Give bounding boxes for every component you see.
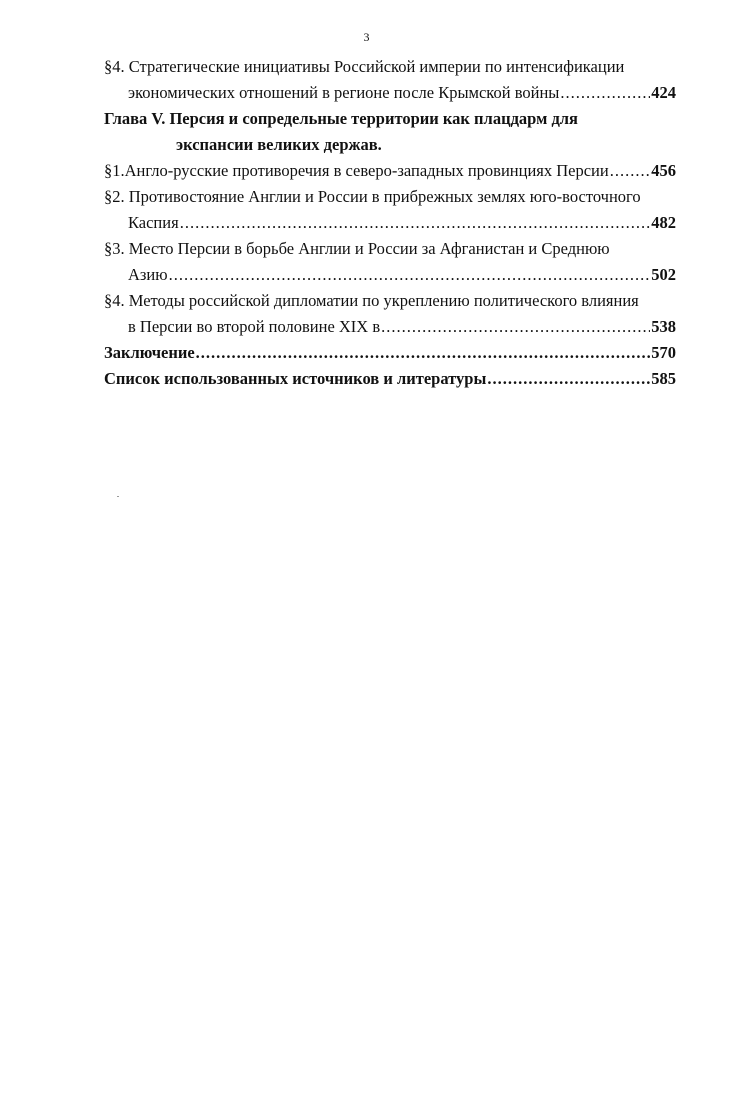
toc-entry-text: Азию: [128, 265, 168, 284]
toc-entry-ch4-sec4-line2: [104, 80, 676, 106]
toc-entry-text: §1.Англо-русские противоречия в северо-западных провинциях Персии: [104, 161, 609, 180]
toc-page-number: 456: [651, 161, 676, 180]
toc-chapter-5-line2: [104, 132, 676, 158]
dot-leader: [169, 262, 651, 288]
dot-leader: [196, 340, 651, 366]
toc-page-number: 570: [651, 343, 676, 362]
page-number: 3: [363, 30, 370, 44]
chapter-title: Глава V. Персия и сопредельные территории как плацдарм для: [104, 109, 578, 128]
toc-entry-text: Заключение: [104, 343, 195, 362]
toc-page-number: 482: [651, 213, 676, 232]
dot-leader: [560, 80, 650, 106]
toc-entry-text: §4. Стратегические инициативы Российской империи по интенсификации: [104, 57, 625, 76]
dot-leader: [381, 314, 650, 340]
toc-entry-sec1: [104, 158, 676, 184]
table-of-contents: [104, 54, 676, 392]
toc-entry-sources: [104, 366, 676, 392]
toc-entry-sec2-line2: [104, 210, 676, 236]
dot-leader: [180, 210, 651, 236]
dot-leader: [487, 366, 650, 392]
dot-leader: [610, 158, 651, 184]
toc-entry-text: §4. Методы российской дипломатии по укреплению политического влияния: [104, 291, 639, 310]
toc-page-number: 424: [651, 83, 676, 102]
chapter-title: экспансии великих держав.: [176, 135, 382, 154]
scan-speck: [117, 496, 119, 497]
toc-entry-text: в Персии во второй половине XIX в: [128, 317, 381, 336]
toc-entry-sec4-line1: [104, 288, 676, 314]
toc-entry-text: Каспия: [128, 213, 179, 232]
toc-page-number: 585: [651, 369, 676, 388]
toc-entry-text: Список использованных источников и литературы: [104, 369, 487, 388]
toc-entry-sec2-line1: [104, 184, 676, 210]
toc-page-number: 538: [651, 317, 676, 336]
toc-page-number: 502: [651, 265, 676, 284]
toc-entry-text: экономических отношений в регионе после Крымской войны: [128, 83, 560, 102]
toc-entry-text: §3. Место Персии в борьбе Англии и России за Афганистан и Среднюю: [104, 239, 610, 258]
toc-entry-text: §2. Противостояние Англии и России в прибрежных землях юго-восточного: [104, 187, 641, 206]
toc-entry-sec4-line2: [104, 314, 676, 340]
toc-chapter-5-line1: [104, 106, 676, 132]
toc-entry-ch4-sec4-line1: [104, 54, 676, 80]
toc-entry-sec3-line2: [104, 262, 676, 288]
toc-entry-conclusion: [104, 340, 676, 366]
toc-entry-sec3-line1: [104, 236, 676, 262]
